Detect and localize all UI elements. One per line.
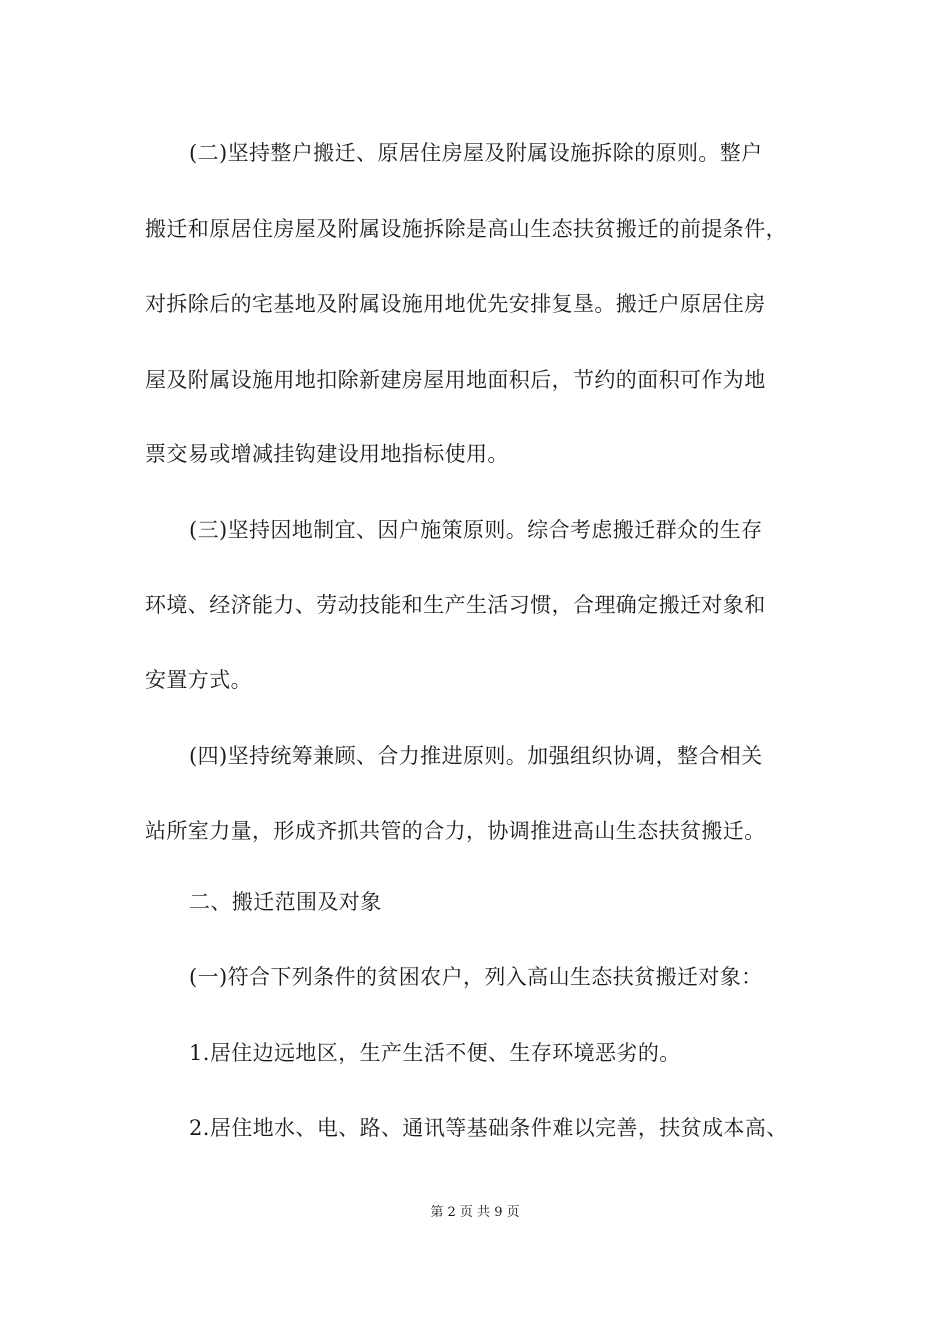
paragraph-line: 安置方式。 — [145, 668, 252, 692]
paragraph-line: 环境、经济能力、劳动技能和生产生活习惯，合理确定搬迁对象和 — [145, 593, 766, 617]
paragraph-line: 对拆除后的宅基地及附属设施用地优先安排复垦。搬迁户原居住房 — [145, 292, 766, 316]
paragraph-line: 票交易或增减挂钩建设用地指标使用。 — [145, 442, 509, 466]
paragraph-line: (四)坚持统筹兼顾、合力推进原则。加强组织协调，整合相关 — [189, 744, 763, 768]
list-item: 2.居住地水、电、路、通讯等基础条件难以完善，扶贫成本高、 — [189, 1116, 788, 1140]
paragraph-line: 站所室力量，形成齐抓共管的合力，协调推进高山生态扶贫搬迁。 — [145, 819, 766, 843]
paragraph-line: (三)坚持因地制宜、因户施策原则。综合考虑搬迁群众的生存 — [189, 518, 763, 542]
paragraph-line: (一)符合下列条件的贫困农户，列入高山生态扶贫搬迁对象： — [189, 965, 763, 989]
section-heading: 二、搬迁范围及对象 — [189, 890, 382, 914]
paragraph-line: 屋及附属设施用地扣除新建房屋用地面积后，节约的面积可作为地 — [145, 368, 766, 392]
page-number-label: 第 2 页 共 9 页 — [430, 1205, 520, 1220]
paragraph-line: (二)坚持整户搬迁、原居住房屋及附属设施拆除的原则。整户 — [189, 141, 763, 165]
paragraph-line: 搬迁和原居住房屋及附属设施拆除是高山生态扶贫搬迁的前提条件， — [145, 217, 787, 241]
list-item: 1.居住边远地区，生产生活不便、生存环境恶劣的。 — [189, 1041, 681, 1065]
page-number-footer — [0, 1203, 950, 1223]
